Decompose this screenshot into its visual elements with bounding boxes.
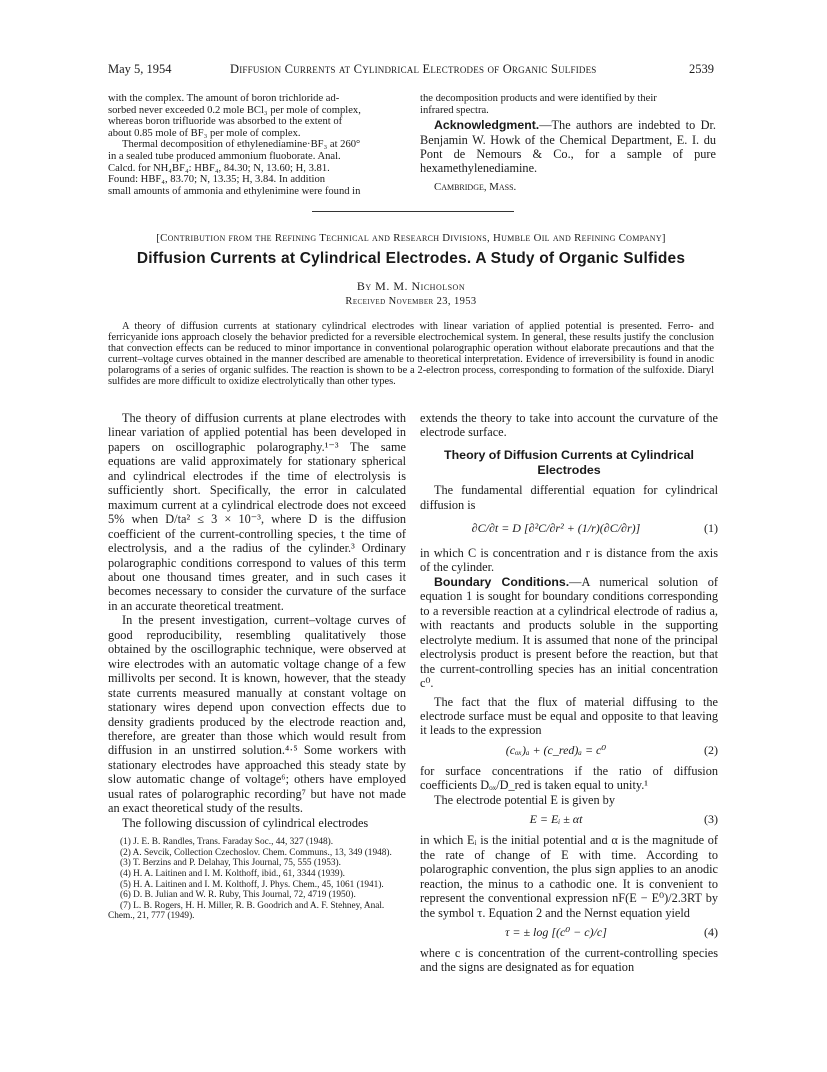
equation-number: (3) <box>704 812 718 827</box>
issue-date: May 5, 1954 <box>108 62 172 76</box>
paragraph <box>420 575 718 691</box>
paragraph: in which C is concentration and r is distance from the axis of the cylinder. <box>420 546 718 575</box>
prev-article-right <box>420 93 716 193</box>
prev-line: sorbed never exceeded 0.2 mole BCl₃ per mole of complex, <box>108 104 361 116</box>
ack-heading: Acknowledgment. <box>434 118 540 133</box>
equation-4 <box>420 920 718 946</box>
paragraph: In the present investigation, current–voltage curves of good reproducibility, resembling qualitatively those obtained by the oscillographic technique, were observed at wire electrodes with an automatic voltage change of a few millivolts per second. It is known, however, that the steady state currents measured manually at constant voltage on stationary wires depend upon convection effects due to density gradients produced by the electrode reaction and, therefore, are greater than those which would result from diffusion in an unstirred solution.⁴·⁵ Some workers with stationary electrodes have approached this steady state by slow automatic change of voltage⁶; others have employed usual rates of polarographic recording⁷ but have not made an exact theoretical study of the results. <box>108 613 406 816</box>
reference-item: (4) H. A. Laitinen and I. M. Kolthoff, ibid., 61, 3344 (1939). <box>120 868 345 879</box>
author-line: By M. M. Nicholson <box>356 279 466 293</box>
paragraph: The fact that the flux of material diffusing to the electrode surface must be equal and opposite to that leaving it leads to the expression <box>420 694 718 738</box>
paragraph: for surface concentrations if the ratio of diffusion coefficients Dₒₓ/D_red is taken equal to unity.¹ <box>420 763 718 793</box>
right-column <box>420 411 718 975</box>
paragraph: The fundamental differential equation for cylindrical diffusion is <box>420 483 718 512</box>
paragraph: The following discussion of cylindrical electrodes <box>122 815 369 830</box>
reference-item: (5) H. A. Laitinen and I. M. Kolthoff, J. Phys. Chem., 45, 1061 (1941). <box>120 879 384 890</box>
prev-line: about 0.85 mole of BF₃ per mole of complex. <box>108 127 301 139</box>
section-divider <box>312 211 514 212</box>
prev-line: with the complex. The amount of boron trichloride ad- <box>108 93 340 104</box>
equation-expression: E = Eᵢ ± αt <box>529 812 583 827</box>
prev-line: in a sealed tube produced ammonium fluoborate. Anal. <box>108 150 341 162</box>
paragraph-text: —A numerical solution of equation 1 is sought for boundary conditions corresponding to a reversible reaction at a cylindrical electrode of radius a, with reactants and products soluble in the supporting electrolyte medium. It is assumed that none of the principal electrolysis product is present before the reaction, but that the current-controlling species has an initial concentration c⁰. <box>420 574 718 691</box>
prev-line: infrared spectra. <box>420 104 489 116</box>
paragraph: The electrode potential E is given by <box>434 792 615 807</box>
prev-line: small amounts of ammonia and ethylenimine were found in <box>108 185 361 197</box>
abstract <box>108 321 714 388</box>
section-heading: Theory of Diffusion Currents at Cylindrical Electrodes <box>444 447 694 477</box>
prev-line: Thermal decomposition of ethylenediamine·BF₃ at 260° <box>122 139 361 151</box>
prev-line: whereas boron trifluoride was absorbed to the extent of <box>108 116 343 128</box>
equation-number: (2) <box>704 742 718 757</box>
reference-item: (3) T. Berzins and P. Delahay, This Journal, 75, 555 (1953). <box>120 858 341 869</box>
prev-article-left <box>108 93 404 197</box>
equation-1 <box>420 512 718 546</box>
equation-expression: τ = ± log [(c⁰ − c)/c] <box>505 924 607 939</box>
paragraph: in which Eᵢ is the initial potential and α is the magnitude of the rate of change of E with time. According to polarographic convention, the plus sign applies to an anodic reaction, the minus to a cathodic one. It is convenient to represent the conventional expression nF(E − E⁰)/2.3RT by the symbol τ. Equation 2 and the Nernst equation yield <box>420 833 718 920</box>
ack-text: —The authors are indebted to Dr. Benjamin W. Howk of the Chemical Department, E. I. du Pont de Nemours & Co., for a sample of pure hexamethylenediamine. <box>420 118 716 176</box>
references <box>108 837 406 922</box>
running-head <box>108 62 714 80</box>
paragraph: extends the theory to take into account the curvature of the electrode surface. <box>420 411 718 440</box>
prev-line: Calcd. for NH₄BF₄: HBF₄, 84.30; N, 13.60; H, 3.81. <box>108 162 330 174</box>
equation-2 <box>420 738 718 764</box>
page-number: 2539 <box>689 62 714 76</box>
reference-item: (7) L. B. Rogers, H. H. Miller, R. B. Goodrich and A. F. Stehney, Anal. Chem., 21, 777 (1949). <box>108 900 385 922</box>
prev-line: Found: HBF₄, 83.70; N, 13.35; H, 3.84. In addition <box>108 174 326 186</box>
subsection-heading: Boundary Conditions. <box>434 574 570 589</box>
equation-number: (1) <box>704 521 718 535</box>
acknowledgment <box>420 118 716 176</box>
paragraph: where c is concentration of the current-controlling species and the signs are designated as for equation <box>420 945 718 975</box>
paragraph: The theory of diffusion currents at plane electrodes with linear variation of applied potential has been developed in papers on oscillographic polarography.¹⁻³ The same equations are valid approximately for stationary spherical and cylindrical electrodes if the time of electrolysis is sufficiently short. Specifically, the error in calculated maximum current at a cylindrical electrode does not exceed 5% when D/ta² ≤ 3 × 10⁻³, where D is the diffusion coefficient of the current-controlling species, t the time of electrolysis, and a the radius of the cylinder.³ Ordinary polarographic conditions correspond to values of this term about one thousand times greater, and in such cases it becomes necessary to consider the curvature of the surface in an accurate theoretical treatment. <box>108 411 406 613</box>
equation-expression: (cₒₓ)ₐ + (c_red)ₐ = c⁰ <box>505 742 607 757</box>
equation-number: (4) <box>704 924 718 939</box>
equation-expression: ∂C/∂t = D [∂²C/∂r² + (1/r)(∂C/∂r)] <box>471 521 641 535</box>
reference-item: (1) J. E. B. Randles, Trans. Faraday Soc., 44, 327 (1948). <box>120 837 334 848</box>
contribution-line: [Contribution from the Refining Technical and Research Divisions, Humble Oil and Refining Company] <box>156 232 666 244</box>
prev-line: the decomposition products and were identified by their <box>420 93 657 104</box>
reference-item: (6) D. B. Julian and W. R. Ruby, This Journal, 72, 4719 (1950). <box>120 890 356 901</box>
running-title: Diffusion Currents at Cylindrical Electrodes of Organic Sulfides <box>230 62 597 76</box>
equation-3 <box>420 807 718 833</box>
left-column <box>108 411 406 922</box>
article-title: Diffusion Currents at Cylindrical Electrodes. A Study of Organic Sulfides <box>136 250 686 267</box>
received-date: Received November 23, 1953 <box>345 296 477 307</box>
reference-item: (2) A. Sevcik, Collection Czechoslov. Chem. Communs., 13, 349 (1948). <box>120 847 392 858</box>
abstract-text: A theory of diffusion currents at stationary cylindrical electrodes with linear variation of applied potential is presented. Ferro- and ferricyanide ions approach closely the behavior predicted for a reversible electrochemical system. In general, these results justify the conclusion that convection effects can be reduced to minor importance in conventional polarographic operation without elaborate precautions and that the current–voltage curves obtained in the manner described are amenable to theoretical interpretation. Evidence of irreversibility is found in anodic polarograms of a series of organic sulfides. The reaction is shown to be a 2-electron process, corresponding to formation of the sulfoxide. Diaryl sulfides are more difficult to oxidize electrolytically than other types. <box>108 321 714 388</box>
location: Cambridge, Mass. <box>434 180 517 193</box>
